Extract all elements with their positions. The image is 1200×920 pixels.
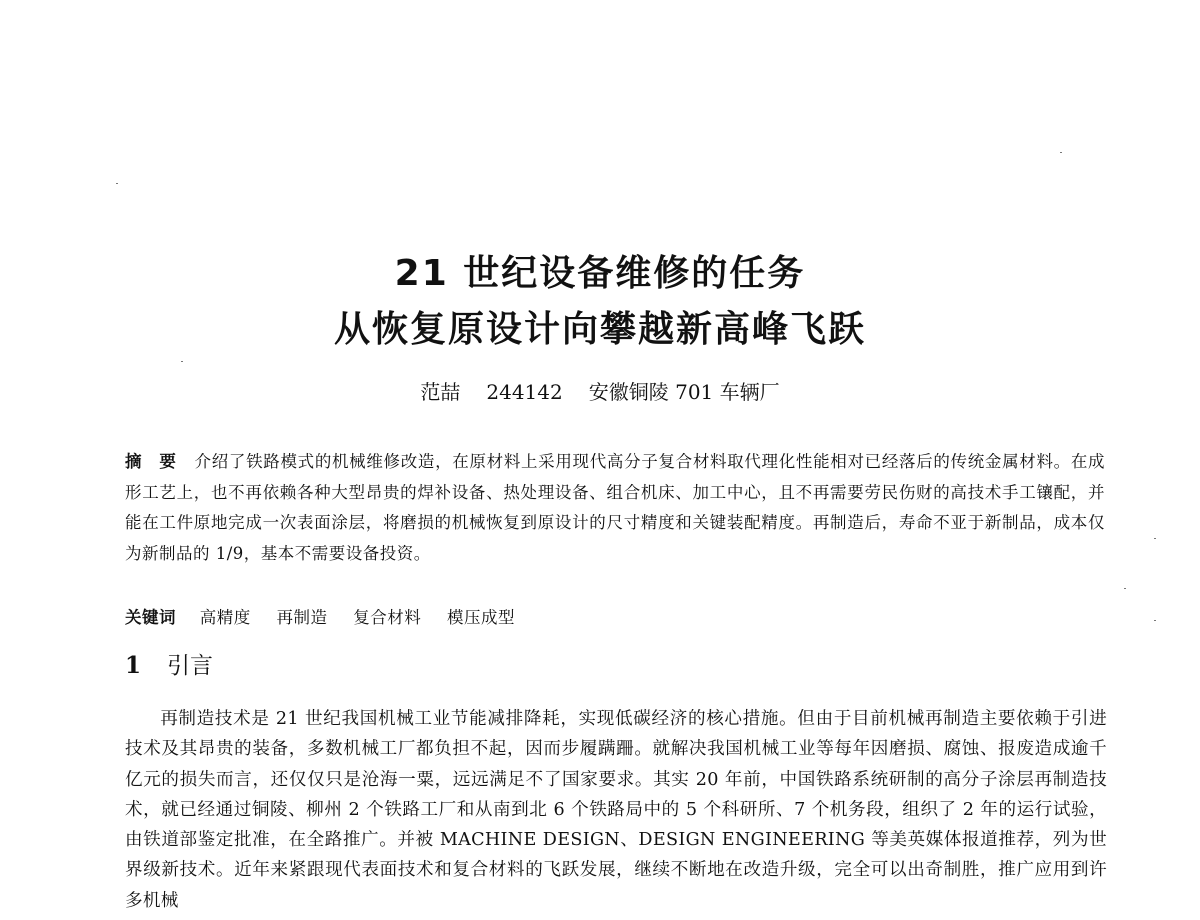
abstract xyxy=(125,447,1105,569)
abstract-label: 摘 要 xyxy=(125,452,177,471)
author-affiliation: 安徽铜陵 701 车辆厂 xyxy=(588,380,780,404)
title-line-2: 从恢复原设计向攀越新高峰飞跃 xyxy=(333,309,866,350)
keyword-item: 再制造 xyxy=(276,608,328,627)
author-line xyxy=(0,382,1200,402)
scan-speck xyxy=(1154,538,1156,539)
abstract-text: 介绍了铁路模式的机械维修改造，在原材料上采用现代高分子复合材料取代理化性能相对已经落后的传统金属材料。在成形工艺上，也不再依赖各种大型昂贵的焊补设备、热处理设备、组合机床、加工中心，且不再需要劳民伤财的高技术手工镶配，并能在工件原地完成一次表面涂层，将磨损的机械恢复到原设计的尺寸精度和关键装配精度。再制造后，寿命不亚于新制品，成本仅为新制品的 1/9，基本不需要设备投资。 xyxy=(125,452,1106,563)
section-heading xyxy=(125,654,213,678)
keywords-label: 关键词 xyxy=(125,608,176,627)
scan-speck xyxy=(1060,152,1062,153)
keywords xyxy=(125,606,535,629)
author-postcode: 244142 xyxy=(486,380,563,404)
keyword-item: 高精度 xyxy=(199,608,251,627)
scan-speck xyxy=(181,361,183,362)
body-paragraph: 再制造技术是 21 世纪我国机械工业节能减排降耗，实现低碳经济的核心措施。但由于目前机械再制造主要依赖于引进技术及其昂贵的装备，多数机械工厂都负担不起，因而步履蹒跚。就解决我国机械工业等每年因磨损、腐蚀、报废造成逾千亿元的损失而言，还仅仅只是沧海一粟，远远满足不了国家要求。其实 20 年前，中国铁路系统研制的高分子涂层再制造技术，就已经通过铜陵、柳州 2 个铁路工厂和从南到北 6 个铁路局中的 5 个科研所、7 个机务段，组织了 2 年的运行试验，由铁道部鉴定批准，在全路推广。并被 MACHINE DESIGN、DESIGN ENGINEERING 等美英媒体报道推荐，列为世界级新技术。近年来紧跟现代表面技术和复合材料的飞跃发展，继续不断地在改造升级，完全可以出奇制胜，推广应用到许多机械 xyxy=(125,709,1107,911)
keyword-item: 复合材料 xyxy=(353,608,422,627)
scan-speck xyxy=(1124,588,1126,589)
keyword-item: 模压成型 xyxy=(447,608,515,627)
scan-speck xyxy=(116,183,118,184)
title-line-1: 21 世纪设备维修的任务 xyxy=(394,253,806,294)
scan-speck xyxy=(1154,620,1156,621)
author-name: 范喆 xyxy=(420,380,461,404)
section-number: 1 xyxy=(125,652,142,679)
section-title: 引言 xyxy=(167,653,214,679)
